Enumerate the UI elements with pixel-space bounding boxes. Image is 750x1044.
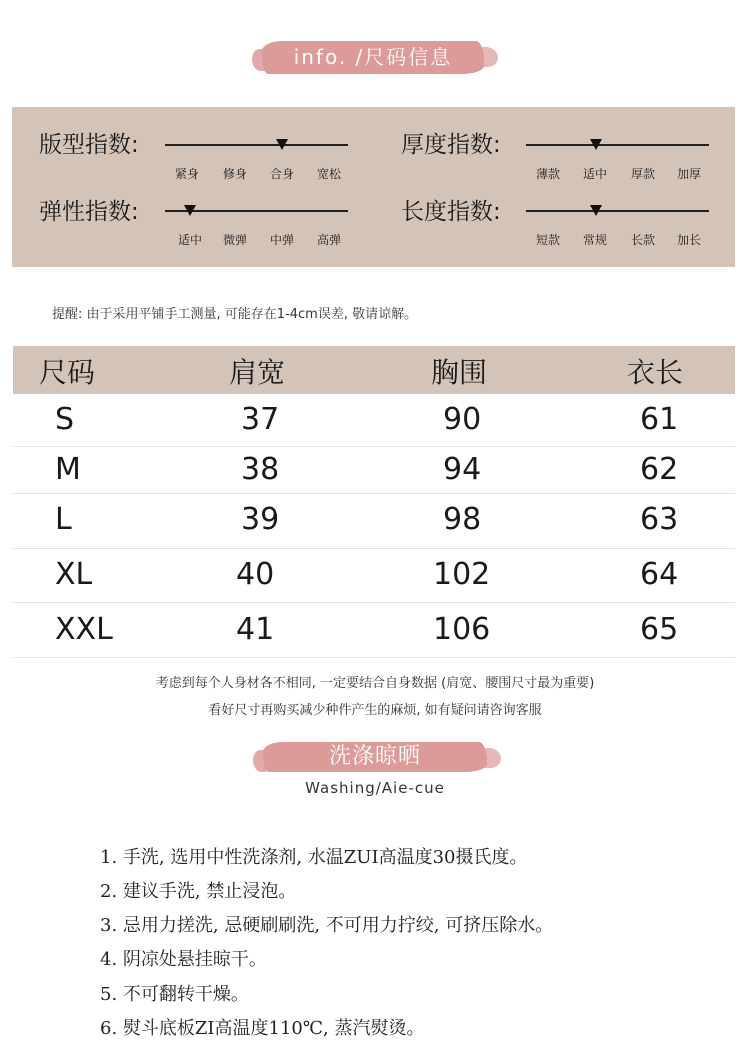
fit-index-option: 宽松 bbox=[316, 167, 341, 181]
elasticity-index-option: 中弹 bbox=[269, 233, 294, 247]
thickness-index-option: 厚款 bbox=[630, 167, 655, 181]
table-cell-chest: 90 bbox=[443, 402, 482, 437]
table-cell-length: 62 bbox=[640, 452, 679, 487]
fit-index-title: 版型指数: bbox=[39, 132, 139, 158]
wash-instruction: 5. 不可翻转干燥。 bbox=[100, 984, 249, 1005]
header-length: 衣长 bbox=[627, 356, 684, 389]
wash-banner-text: 洗涤晾晒 bbox=[328, 744, 421, 769]
length-index-option: 短款 bbox=[535, 233, 560, 247]
wash-instruction: 3. 忌用力搓洗, 忌硬刷刷洗, 不可用力拧绞, 可挤压除水。 bbox=[100, 915, 554, 936]
elasticity-index-option: 高弹 bbox=[316, 233, 341, 247]
wash-instruction: 4. 阴凉处悬挂晾干。 bbox=[100, 949, 267, 970]
thickness-index-title: 厚度指数: bbox=[401, 132, 501, 158]
table-cell-size: S bbox=[55, 402, 75, 437]
header-size: 尺码 bbox=[39, 356, 96, 389]
length-index-option: 长款 bbox=[630, 233, 655, 247]
thickness-index-scale bbox=[526, 144, 709, 146]
row-divider bbox=[13, 602, 735, 603]
table-cell-size: M bbox=[55, 452, 81, 487]
table-cell-shoulder: 37 bbox=[241, 402, 280, 437]
length-index-scale bbox=[526, 210, 709, 212]
table-cell-shoulder: 40 bbox=[236, 557, 275, 592]
thickness-index-marker bbox=[590, 139, 602, 150]
size-remark-line: 看好尺寸再购买减少种件产生的麻烦, 如有疑问请咨询客服 bbox=[208, 703, 542, 718]
table-cell-chest: 102 bbox=[433, 557, 491, 592]
header-shoulder: 肩宽 bbox=[229, 356, 286, 389]
info-banner-text: info. /尺码信息 bbox=[293, 45, 453, 69]
elasticity-index-option: 适中 bbox=[177, 233, 202, 247]
row-divider bbox=[13, 446, 735, 447]
size-remark-line: 考虑到每个人身材各不相同, 一定要结合自身数据 (肩宽、腰围尺寸最为重要) bbox=[155, 676, 595, 691]
table-cell-shoulder: 39 bbox=[241, 502, 280, 537]
wash-instruction: 2. 建议手洗, 禁止浸泡。 bbox=[100, 881, 297, 902]
elasticity-index-option: 微弹 bbox=[222, 233, 247, 247]
table-cell-shoulder: 41 bbox=[236, 612, 275, 647]
length-index-option: 常规 bbox=[582, 233, 607, 247]
info-banner bbox=[262, 41, 484, 74]
fit-index-option: 紧身 bbox=[174, 167, 199, 181]
table-cell-size: XL bbox=[55, 557, 93, 592]
table-cell-chest: 94 bbox=[443, 452, 482, 487]
table-cell-size: XXL bbox=[55, 612, 113, 647]
table-cell-shoulder: 38 bbox=[241, 452, 280, 487]
fit-index-scale bbox=[165, 144, 348, 146]
wash-subtitle: Washing/Aie-cue bbox=[305, 779, 445, 797]
length-index-marker bbox=[590, 205, 602, 216]
size-table-header bbox=[13, 346, 735, 394]
fit-index-option: 合身 bbox=[269, 167, 294, 181]
elasticity-index-title: 弹性指数: bbox=[39, 199, 139, 225]
elasticity-index-marker bbox=[184, 205, 196, 216]
wash-instruction: 1. 手洗, 选用中性洗涤剂, 水温ZUI高温度30摄氏度。 bbox=[100, 847, 528, 868]
row-divider bbox=[13, 493, 735, 494]
thickness-index-option: 加厚 bbox=[676, 167, 701, 181]
table-cell-chest: 98 bbox=[443, 502, 482, 537]
wash-banner bbox=[263, 742, 487, 772]
thickness-index-option: 薄款 bbox=[535, 167, 560, 181]
wash-instruction: 6. 熨斗底板ZI高温度110℃, 蒸汽熨烫。 bbox=[100, 1018, 425, 1039]
row-divider bbox=[13, 657, 735, 658]
table-cell-length: 64 bbox=[640, 557, 679, 592]
thickness-index-option: 适中 bbox=[582, 167, 607, 181]
fit-index-marker bbox=[276, 139, 288, 150]
row-divider bbox=[13, 548, 735, 549]
measurement-note: 提醒: 由于采用平铺手工测量, 可能存在1-4cm误差, 敬请谅解。 bbox=[52, 307, 418, 322]
fit-index-panel bbox=[12, 107, 735, 267]
table-cell-length: 61 bbox=[640, 402, 679, 437]
length-index-option: 加长 bbox=[676, 233, 701, 247]
fit-index-option: 修身 bbox=[222, 167, 247, 181]
table-cell-length: 65 bbox=[640, 612, 679, 647]
table-cell-chest: 106 bbox=[433, 612, 491, 647]
header-chest: 胸围 bbox=[431, 356, 488, 389]
table-cell-size: L bbox=[55, 502, 72, 537]
length-index-title: 长度指数: bbox=[401, 199, 501, 225]
table-cell-length: 63 bbox=[640, 502, 679, 537]
